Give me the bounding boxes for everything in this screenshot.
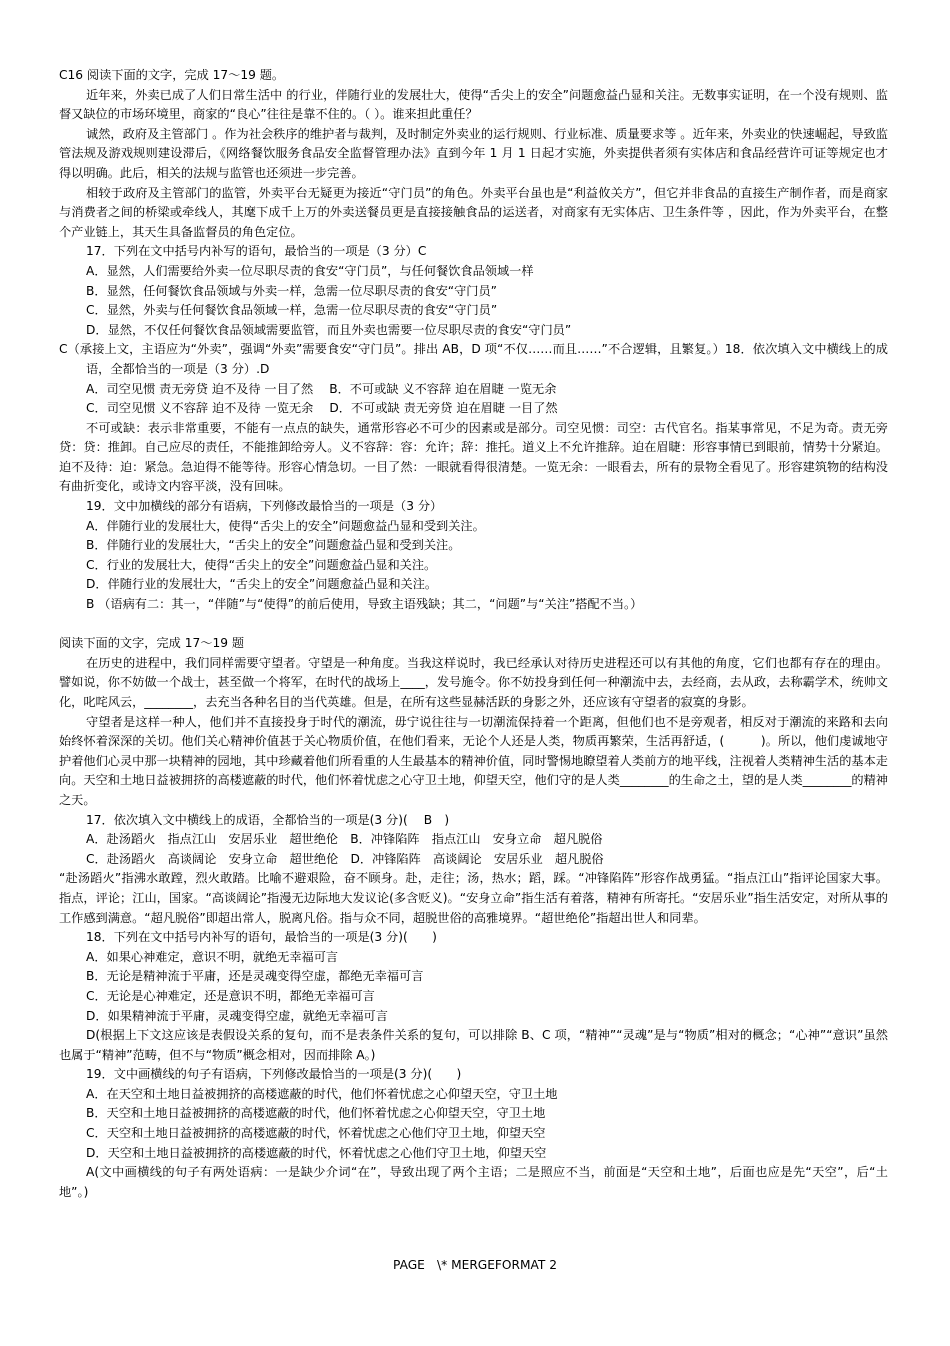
section2-title: 阅读下面的文字，完成 17～19 题 (59, 636, 245, 651)
section2-question-19-option-d: D．天空和土地日益被拥挤的高楼遮蔽的时代，怀着忧虑之心他们守卫土地，仰望天空 (86, 1145, 547, 1160)
question-17-stem: 17．下列在文中括号内补写的语句，最恰当的一项是（3 分）C (86, 244, 427, 259)
section2-question-18-option-b: B．无论是精神流于平庸，还是灵魂变得空虚，都绝无幸福可言 (86, 969, 424, 984)
question-19-option-a: A．伴随行业的发展壮大，使得“舌尖上的安全”问题愈益凸显和受到关注。 (86, 518, 485, 533)
section2-paragraph-1: 在历史的进程中，我们同样需要守望者。守望是一种角度。当我这样说时，我已经承认对待历史进程还可以有其他的角度，它们也都有存在的理由。譬如说，你不妨做一个战士，甚至做一个将军，在时代的战场上____，发号施令。你不妨投身到任何一种潮流中去，去经商，去从政，去称霸学术，统帅文化，叱咤风云，________，去充当各种名目的当代英雄。但是，在所有这些显赫活跃的身影之外，还应该有守望者的寂寞的身影。 (59, 655, 888, 709)
section-spacer (59, 615, 888, 635)
question-17-option-d: D．显然，不仅任何餐饮食品领域需要监管，而且外卖也需要一位尽职尽责的食安“守门员” (86, 322, 572, 337)
section2-question-18-stem: 18．下列在文中括号内补写的语句，最恰当的一项是(3 分)( ) (86, 930, 437, 945)
section2-question-17-options-ab: A．赴汤蹈火 指点江山 安居乐业 超世绝伦 B．冲锋陷阵 指点江山 安身立命 超凡脱俗 (86, 832, 603, 847)
section2-question-19-answer: A(文中画横线的句子有两处语病：一是缺少介词“在”，导致出现了两个主语；二是照应不当，前面是“天空和土地”，后面也应是先“天空”，后“土地”。) (59, 1165, 888, 1199)
question-19-option-c: C．行业的发展壮大，使得“舌尖上的安全”问题愈益凸显和关注。 (86, 557, 437, 572)
question-18-options-cd: C．司空见惯 义不容辞 迫不及待 一览无余 D．不可或缺 责无旁贷 迫在眉睫 一目了然 (86, 401, 558, 416)
section2-paragraph-2: 守望者是这样一种人，他们并不直接投身于时代的潮流，毋宁说往往与一切潮流保持着一个距离，但他们也不是旁观者，相反对于潮流的来路和去向始终怀着深深的关切。他们关心精神价值甚于关心物质价值，在他们看来，无论个人还是人类，物质再繁荣，生活再舒适，( )。所以，他们虔诚地守护着他们心灵中那一块精神的园地，其中珍藏着他们所看重的人生最基本的精神价值，同时警惕地瞭望着人类前方的地平线，注视着人类精神生活的基本走向。天空和土地日益被拥挤的高楼遮蔽的时代，他们怀着忧虑之心守卫土地，仰望天空，他们守的是人类________的生命之土，望的是人类________的精神之天。 (59, 714, 888, 807)
section2-question-17-explanation: “赴汤蹈火”指沸水敢蹚，烈火敢踏。比喻不避艰险，奋不顾身。赴，走往；汤，热水；蹈，踩。“冲锋陷阵”形容作战勇猛。“指点江山”指评论国家大事。指点，评论；江山，国家。“高谈阔论”指漫无边际地大发议论(多含贬义)。“安身立命”指生活有着落，精神有所寄托。“安居乐业”指生活安定，对所从事的工作感到满意。“超凡脱俗”即超出常人，脱离凡俗。指与众不同，超脱世俗的高雅境界。“超世绝伦”指超出世人和同辈。 (59, 871, 888, 925)
section2-question-19-stem: 19．文中画横线的句子有语病，下列修改最恰当的一项是(3 分)( ) (86, 1067, 462, 1082)
section1-paragraph-2: 诚然，政府及主管部门 。作为社会秩序的维护者与裁判，及时制定外卖业的运行规则、行业标准、质量要求等 。近年来，外卖业的快速崛起，导致监管法规及游戏规则建设滞后，《网络餐饮服务食品安全监督管理办法》直到今年 1 月 1 日起才实施，外卖提供者须有实体店和食品经营许可证等规定也才得以明确。此后，相关的法规与监管也还须进一步完善。 (59, 126, 888, 180)
section2-question-18-option-d: D．如果精神流于平庸，灵魂变得空虚，就绝无幸福可言 (86, 1008, 388, 1023)
question-19-stem: 19．文中加横线的部分有语病，下列修改最恰当的一项是（3 分） (86, 499, 443, 514)
section2-question-18-option-a: A．如果心神难定，意识不明，就绝无幸福可言 (86, 949, 339, 964)
section2-question-18-option-c: C．无论是心神难定，还是意识不明，都绝无幸福可言 (86, 988, 375, 1003)
section2-question-19-option-a: A．在天空和土地日益被拥挤的高楼遮蔽的时代，他们怀着忧虑之心仰望天空，守卫土地 (86, 1086, 558, 1101)
section2-question-17-stem: 17．依次填入文中横线上的成语，全都恰当的一项是(3 分)( B ) (86, 812, 450, 827)
question-19-answer: B （语病有二：其一，“伴随”与“使得”的前后使用，导致主语残缺；其二，“问题”与“关注”搭配不当。） (86, 597, 643, 612)
section2-question-19-option-b: B．天空和土地日益被拥挤的高楼遮蔽的时代，他们怀着忧虑之心仰望天空，守卫土地 (86, 1106, 546, 1121)
question-17-answer: C（承接上文，主语应为“外卖”，强调“外卖”需要食安“守门员”。排出 AB，D 项“不仅……而且……”不合逻辑，且繁复。）18．依次填入文中横线上的成语，全都恰当的一项是（3 分）.D (59, 342, 888, 376)
section2-question-19-option-c: C．天空和土地日益被拥挤的高楼遮蔽的时代，怀着忧虑之心他们守卫土地，仰望天空 (86, 1126, 546, 1141)
page-footer: PAGE \* MERGEFORMAT 2 (393, 1258, 557, 1272)
question-17-option-c: C．显然，外卖与任何餐饮食品领域一样，急需一位尽职尽责的食安“守门员” (86, 303, 498, 318)
section1-paragraph-1: 近年来，外卖已成了人们日常生活中 的行业，伴随行业的发展壮大，使得“舌尖上的安全”问题愈益凸显和关注。无数事实证明，在一个没有规则、监督又缺位的市场环境里，商家的“良心”往往是靠不住的。（ ）。谁来担此重任？ (59, 87, 888, 122)
question-17-option-a: A．显然，人们需要给外卖一位尽职尽责的食安“守门员”，与任何餐饮食品领域一样 (86, 263, 534, 278)
section1-title: C16 阅读下面的文字，完成 17～19 题。 (59, 68, 285, 82)
question-18-options-ab: A．司空见惯 责无旁贷 迫不及待 一目了然 B．不可或缺 义不容辞 迫在眉睫 一览无余 (86, 381, 557, 396)
section1-paragraph-3: 相较于政府及主管部门的监管，外卖平台无疑更为接近“守门员”的角色。外卖平台虽也是“利益攸关方”，但它并非食品的直接生产制作者，而是商家与消费者之间的桥梁或牵线人，其麾下成千上万的外卖送餐员更是直接接触食品的运送者，对商家有无实体店、卫生条件等 ，因此，作为外卖平台，在整个产业链上，其天生具备监督员的角色定位。 (59, 185, 888, 239)
section2-question-17-options-cd: C．赴汤蹈火 高谈阔论 安身立命 超世绝伦 D．冲锋陷阵 高谈阔论 安居乐业 超凡脱俗 (86, 851, 604, 866)
section2-question-18-answer: D(根据上下文这应该是表假设关系的复句，而不是表条件关系的复句，可以排除 B、C 项，“精神”“灵魂”是与“物质”相对的概念；“心神”“意识”虽然也属于“精神”范畴，但不与“物质”概念相对，因而排除 A。) (59, 1028, 888, 1062)
question-17-option-b: B．显然，任何餐饮食品领域与外卖一样，急需一位尽职尽责的食安“守门员” (86, 283, 497, 298)
question-19-option-b: B．伴随行业的发展壮大，“舌尖上的安全”问题愈益凸显和受到关注。 (86, 538, 461, 553)
question-19-option-d: D．伴随行业的发展壮大，“舌尖上的安全”问题愈益凸显和关注。 (86, 577, 438, 592)
question-18-explanation: 不可或缺：表示非常重要，不能有一点点的缺失，通常形容必不可少的因素或是部分。司空见惯：司空：古代官名。指某事常见，不足为奇。责无旁贷：贷：推卸。自己应尽的责任，不能推卸给旁人。义不容辞：容：允许；辞：推托。道义上不允许推辞。迫在眉睫：形容事情已到眼前，情势十分紧迫。迫不及待：迫：紧急。急迫得不能等待。形容心情急切。一目了然：一眼就看得很清楚。一览无余：一眼看去，所有的景物全看见了。形容建筑物的结构没有曲折变化，或诗文内容平淡，没有回味。 (59, 420, 888, 494)
